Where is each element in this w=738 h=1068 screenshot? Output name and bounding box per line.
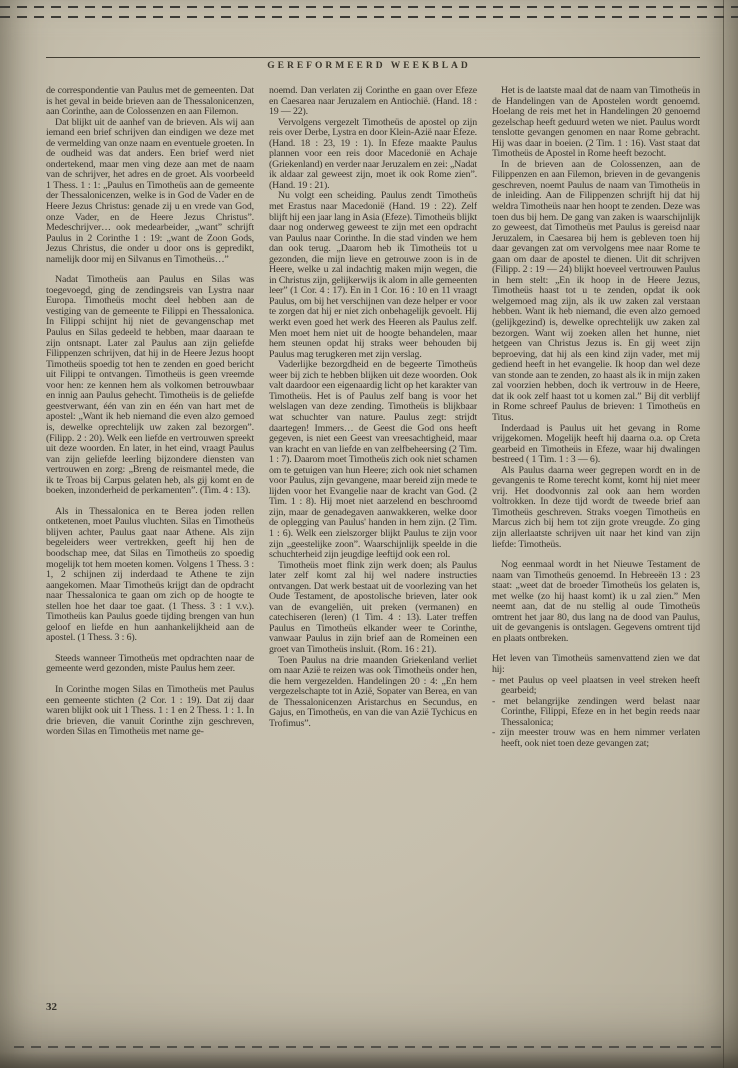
column-middle xyxy=(269,86,477,1022)
paragraph: Toen Paulus na drie maanden Griekenland verliet om naar Azië te reizen was ook Timotheüs onder hen, die hem vergezelden. Handelingen 20 : 4: „En hem vergezelschapte tot in Azië, Sopater van Berea, en van de Thessalonicenzen Aristarchus en Secundus, en Gajus, en Timotheüs, en van die van Azië Tychicus en Trofimus”. xyxy=(269,654,477,729)
paragraph: Als in Thessalonica en te Berea joden rellen ontketenen, moet Paulus vluchten. Silas en Timotheüs blijven achter, Paulus gaat naar Athene. Als zijn begeleiders weer vertrekken, geeft hij hen de boodschap mee, dat Silas en Timotheüs zo spoedig mogelijk tot hem moeten komen. Volgens 1 Thess. 3 : 1, 2 schijnen zij inderdaad te Athene te zijn aangekomen. Maar Timotheüs krijgt dan de opdracht naar Thessalonica te gaan om zich op de hoogte te stellen hoe het daar toe gaat. (1 Thess. 3 : 1 v.v.). Timotheüs kan Paulus goede tijding brengen van hun geloof en liefde en hun aanhankelijkheid aan de apostel. (1 Thess. 3 : 6). xyxy=(46,505,254,644)
magazine-title: GEREFORMEERD WEEKBLAD xyxy=(267,61,471,71)
paragraph: noemd. Dan verlaten zij Corinthe en gaan over Efeze en Caesarea naar Jeruzalem en Antiochië. (Hand. 18 : 19 — 22). xyxy=(269,86,477,118)
paragraph: - met belangrijke zendingen werd belast naar Corinthe, Filippi, Efeze en in het begin reeds naar Thessalonica; xyxy=(492,695,700,728)
paragraph: Vervolgens vergezelt Timotheüs de apostel op zijn reis over Derbe, Lystra en door Klein-Azië naar Efeze. (Hand. 18 : 23, 19 : 1). In Efeze maakte Paulus plannen voor een reis door Macedonië en Achaje (Griekenland) en verder naar Jeruzalem en zei: „Nadat ik aldaar zal geweest zijn, moet ik ook Rome zien”. (Hand. 19 : 21). xyxy=(269,116,477,191)
paragraph: Nu volgt een scheiding. Paulus zendt Timotheüs met Erastus naar Macedonië (Hand. 19 : 22). Zelf blijft hij een jaar lang in Asia (Efeze). Timotheüs blijkt daar nog onderweg geweest te zijn met een opdracht van Paulus naar Corinthe. In die stad vinden we hem dan ook terug. „Daarom heb ik Timotheüs tot u gezonden, die mijn lieve en getrouwe zoon is in de Heere, welke u zal indachtig maken mijn wegen, die in Christus zijn, gelijkerwijs ik alom in alle gemeenten leer” (1 Cor. 4 : 17). En in 1 Cor. 16 : 10 en 11 vraagt Paulus, om bij het verschijnen van deze helper er voor te zorgen dat hij er niet zich onbehagelijk gevoelt. Hij werkt even goed het werk des Heeren als Paulus zelf. Men moet hem niet uit de hoogte behandelen, maar hem steunen opdat hij straks weer behouden bij Paulus mag terugkeren met zijn verslag. xyxy=(269,190,477,360)
bottom-perforation-line xyxy=(14,1046,722,1048)
column-left xyxy=(46,86,254,1022)
masthead-rule xyxy=(46,57,700,58)
paragraph: Inderdaad is Paulus uit het gevang in Rome vrijgekomen. Mogelijk heeft hij daarna o.a. op Creta gearbeid en Timotheüs in Efeze, waar hij dwalingen bestreed ( 1 Tim. 1 : 3 — 6). xyxy=(492,422,700,466)
page-edge-line xyxy=(723,0,725,1068)
paragraph: In Corinthe mogen Silas en Timotheüs met Paulus een gemeente stichten (2 Cor. 1 : 19). Dat zij daar waren blijkt ook uit 1 Thess. 1 : 1 en 2 Thess. 1 : 1. In drie brieven, die vanuit Corinthe zijn geschreven, worden Silas en Timotheüs met name ge- xyxy=(46,683,254,738)
paragraph: Het is de laatste maal dat de naam van Timotheüs in de Handelingen van de Apostelen wordt genoemd. Hoelang de reis met het in Handelingen 20 genoemd gezelschap heeft geduurd weten we niet. Paulus wordt tenslotte gevangen genomen en naar Rome gebracht. Hij was daar in boeien. (2 Tim. 1 : 16). Vast staat dat Timotheüs de Apostel in Rome heeft bezocht. xyxy=(492,86,700,160)
paragraph: Steeds wanneer Timotheüs met opdrachten naar de gemeente werd gezonden, miste Paulus hem zeer. xyxy=(46,652,254,675)
paragraph: Het leven van Timotheüs samenvattend zien we dat hij: xyxy=(492,653,700,675)
paragraph: Vaderlijke bezorgdheid en de begeerte Timotheüs weer bij zich te hebben blijken uit deze woorden. Ook valt daardoor een eigenaardig licht op het karakter van Timotheüs. Het is of Paulus zelf bang is voor het welslagen van deze zending. Timotheüs is blijkbaar wat schuchter van nature. Paulus zegt: strijdt daartegen! Immers… de Geest die God ons heeft gegeven, is niet een Geest van vreesachtigheid, maar van kracht en van liefde en van zelfbeheersing (2 Tim. 1 : 7). Daarom moet Timotheüs zich ook niet schamen om te getuigen van hun Heere; zich ook niet schamen voor Paulus, zijn gevangene, maar bereid zijn mede te lijden voor het Evangelie naar de kracht van God. (2 Tim. 1 : 8). Hij moet niet aarzelend en beschroomd zijn, maar de genadegaven aanwakkeren, welke door de oplegging van Paulus' handen in hem zijn. (2 Tim. 1 : 6). Welk een zielszorger blijkt Paulus te zijn voor zijn „geestelijke zoon”. Waarschijnlijk speelde in die schuchterheid zijn jeugdige leeftijd ook een rol. xyxy=(269,359,477,561)
paragraph: Nadat Timotheüs aan Paulus en Silas was toegevoegd, ging de zendingsreis van Lystra naar Europa. Timotheüs mocht deel hebben aan de vestiging van de gemeente te Filippi en Thessalonica. In Filippi schijnt hij niet de gevangenschap met Paulus en Silas gedeeld te hebben, maar daaraan te zijn ontsnapt. Later zal Paulus aan zijn geliefde Filippenzen schrijven, dat hij in de Heere Jezus hoopt Timotheüs spoedig tot hen te zenden en goed bericht uit Filippi te ontvangen. Timotheüs is geen vreemde voor hen: ze kennen hem als volkomen betrouwbaar en innig aan Paulus gehecht. Timotheüs is de geliefde geestverwant, één van zin en één van hart met de apostel: „Want ik heb niemand die even alzo gemoed is, dewelke oprechtelijk uw zaken zal bezorgen”. (Filipp. 2 : 20). Welk een liefde en vertrouwen spreekt uit deze woorden. En later, in het eind, vraagt Paulus van zijn geliefde leerling bijzondere diensten van vertrouwen en zorg: „Breng de reismantel mede, die ik te Troas bij Carpus gelaten heb, als gij komt en de boeken, inzonderheid de perkamenten”. (Tim. 4 : 13). xyxy=(46,274,254,497)
top-perforation-line-2 xyxy=(0,16,738,18)
paragraph: Timotheüs moet flink zijn werk doen; als Paulus later zelf komt zal hij wel nadere instructies ontvangen. Dat werk bestaat uit de voorlezing van het Oude Testament, de apostolische brieven, later ook van de evangeliën, uit preken (vermanen) en catechiseren (leren) (1 Tim. 4 : 13). Later treffen Paulus en Timotheüs elkander weer te Corinthe, vanwaar Paulus in zijn brief aan de Romeinen een groet van Timotheüs insluit. (Rom. 16 : 21). xyxy=(269,559,477,655)
top-perforation-line-1 xyxy=(0,6,738,8)
paragraph: - zijn meester trouw was en hem nimmer verlaten heeft, ook niet toen deze gevangen zat; xyxy=(492,727,700,749)
column-right xyxy=(492,86,700,1022)
page-number: 32 xyxy=(46,1001,57,1013)
paragraph: Nog eenmaal wordt in het Nieuwe Testament de naam van Timotheüs genoemd. In Hebreeën 13 : 23 staat: „weet dat de broeder Timotheüs los gelaten is, met welke (zo hij haast komt) ik u zal zien.” Men neemt aan, dat de nu stellig al oude Timotheüs omtrent het jaar 80, dus lang na de dood van Paulus, uit de gevangenis is ontslagen. Gegevens omtrent tijd en plaats ontbreken. xyxy=(492,559,700,644)
article-columns xyxy=(46,86,700,1022)
paragraph: de correspondentie van Paulus met de gemeenten. Dat is het geval in beide brieven aan de Thessalonicenzen, aan Corinthe, aan de Colossenzen en aan Filemon. xyxy=(46,86,254,118)
paragraph: In de brieven aan de Colossenzen, aan de Filippenzen en aan Filemon, brieven in de gevangenis geschreven, noemt Paulus de naam van Timotheüs in de inleiding. Aan de Filippenzen schrijft hij dat hij weldra Timotheüs naar hen hoopt te zenden. Deze was toen dus bij hem. De gang van zaken is waarschijnlijk zo geweest, dat Timotheüs met Paulus is gereisd naar Jeruzalem, in Caesarea bij hem is gebleven toen hij daar gevangen zat om vervolgens mee naar Rome te gaan om daar de apostel te dienen. Uit dit schrijven (Filipp. 2 : 19 — 24) blijkt hoeveel vertrouwen Paulus in hem stelt: „En ik hoop in de Heere Jezus, Timotheüs haast tot u te zenden, opdat ik ook welgemoed mag zijn, als ik uw zaken zal verstaan hebben. Want ik heb niemand, die even alzo gemoed (gelijkgezind) is, dewelke oprechtelijk uw zaken zal bezorgen. Want wij zoeken allen het hunne, niet hetgeen van Christus Jezus is. En gij weet zijn beproeving, dat hij als een kind zijn vader, met mij gediend heeft in het evangelie. Ik hoop dan wel deze van stonde aan te zenden, zo haast als ik in mijn zaken zal voorzien hebben, doch ik vertrouw in de Heere, dat ik ook zelf haast tot u komen zal.” Bij dit verblijf in Rome schreef Paulus de brieven: 1 Timotheüs en Titus. xyxy=(492,158,700,423)
paragraph: Als Paulus daarna weer gegrepen wordt en in de gevangenis te Rome terecht komt, komt hij niet meer vrij. Het doodvonnis zal ook aan hem worden voltrokken. In deze tijd wordt de tweede brief aan Timotheüs geschreven. Straks voegen Timotheüs en Marcus zich bij hem tot zijn grote vreugde. Zo ging zijn allerlaatste schrijven uit naar het kind van zijn liefde: Timotheüs. xyxy=(492,464,700,550)
paragraph: Dat blijkt uit de aanhef van de brieven. Als wij aan iemand een brief schrijven dan eindigen we deze met de vermelding van onze naam en eventuele groeten. In de oudheid was dat anders. Een brief werd niet ondertekend, maar men ving deze aan met de naam van de schrijver, het adres en de groet. Als voorbeeld 1 Thess. 1 : 1: „Paulus en Timotheüs aan de gemeente der Thessalonicenzen, welke is in God de Vader en de Heere Jezus Christus: genade zij u en vrede van God, onze Vader, en de Heere Jezus Christus”. Medeschrijver… ook medearbeider, „want” schrijft Paulus in 2 Corinthe 1 : 19: „want de Zoon Gods, Jezus Christus, die onder u door ons is gepredikt, namelijk door mij en Silvanus en Timotheüs…” xyxy=(46,116,254,265)
paragraph: - met Paulus op veel plaatsen in veel streken heeft gearbeid; xyxy=(492,674,700,697)
